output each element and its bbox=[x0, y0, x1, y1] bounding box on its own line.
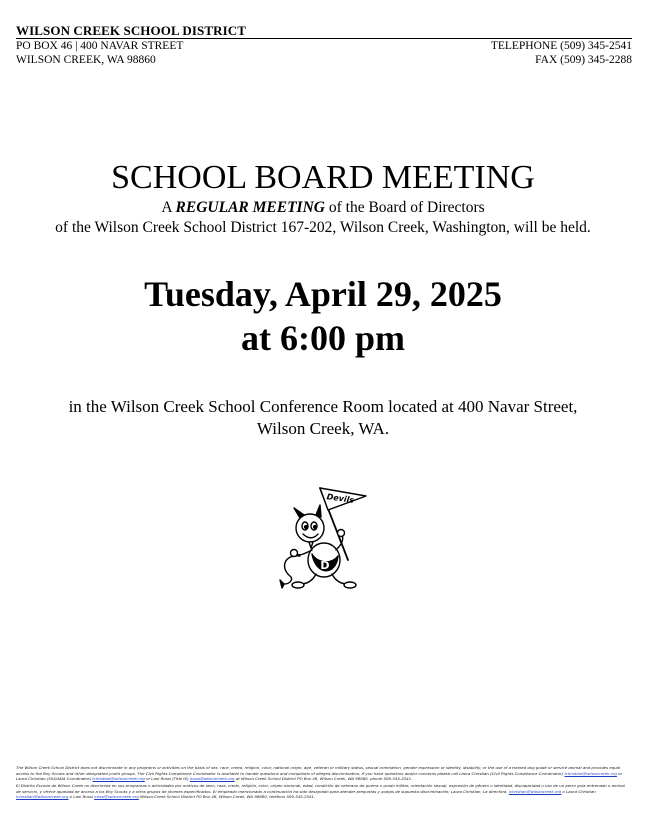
address-row-1 bbox=[16, 39, 632, 53]
intro-prefix: A bbox=[161, 199, 176, 216]
meeting-type: REGULAR MEETING bbox=[175, 199, 325, 216]
meeting-time: at 6:00 pm bbox=[241, 318, 405, 358]
district-name: WILSON CREEK SCHOOL DISTRICT bbox=[16, 23, 632, 39]
english-text-mid: or Laura Christian (504/ADA Coordinator) bbox=[16, 770, 623, 782]
devil-mascot-icon bbox=[270, 484, 380, 594]
intro-suffix: of the Board of Directors bbox=[324, 199, 485, 216]
pennant-text: Devils bbox=[326, 492, 355, 505]
meeting-location-line-1: in the Wilson Creek School Conference Room located at 400 Navar Street, bbox=[68, 397, 578, 416]
spanish-text-mid: o Laura Christian bbox=[561, 788, 596, 794]
meeting-intro-line-2: of the Wilson Creek School District 167-202, Wilson Creek, Washington, will be held. bbox=[55, 219, 591, 236]
address-line-2: WILSON CREEK, WA 98860 bbox=[16, 54, 156, 66]
email-link-4[interactable]: lchristian@wilsoncreek.org bbox=[508, 788, 562, 794]
meeting-date: Tuesday, April 29, 2025 bbox=[144, 274, 502, 314]
address-line-1: PO BOX 46 | 400 NAVAR STREET bbox=[16, 40, 184, 52]
english-text: The Wilson Creek School District does not discriminate in any programs or activities on the basis of sex, race, creed, religion, color, national origin, age, veteran or military status, sexual orientation, gender expression or identity, disability, or the use of a trained dog guide or service animal and provides equal access to the Boy Scouts and other designated youth groups. The Civil Rights Compliance Coordinator is available to handle questions and complaints of alleged discrimination. If you have questions and/or concerns please call Laura Christian (Civil Rights Compliance Coordinator) bbox=[16, 765, 621, 776]
telephone: TELEPHONE (509) 345-2541 bbox=[490, 40, 632, 52]
nondiscrimination-statement bbox=[16, 765, 630, 802]
meeting-location-line-2: Wilson Creek, WA. bbox=[256, 419, 390, 438]
email-link-1[interactable]: lchristian@wilsoncreek.org bbox=[564, 770, 617, 776]
shirt-letter: D bbox=[320, 559, 330, 572]
letterhead bbox=[16, 23, 632, 67]
english-text-mid-2: or Lani Rossi (Title IX) bbox=[144, 776, 189, 782]
nondiscrimination-spanish bbox=[16, 783, 630, 800]
email-link-6[interactable]: lrossi@wilsoncreek.org bbox=[94, 794, 139, 800]
nondiscrimination-english bbox=[16, 765, 630, 782]
meeting-title: SCHOOL BOARD MEETING bbox=[111, 159, 535, 196]
spanish-text: El Distrito Escolar de Wilson Creek no discrimina en sus programas o actividades por motivos de sexo, raza, credo, religión, color, origen nacional, edad, condición de veterano de guerra o grado militar, orientación sexual, expresión de género o identidad, discapacidad o uso de un perro guía entrenado o animal de servicio, y ofrece igualdad de acceso a los Boy Scouts y a otros grupos de jóvenes especificados. El empleado mencionado a continuación ha sido designado para atender preguntas y quejas de supuesta discriminación: Laura Christian, La directora, bbox=[16, 783, 625, 794]
meeting-intro bbox=[0, 198, 646, 217]
email-link-3[interactable]: lrossi@wilsoncreek.org bbox=[189, 776, 235, 782]
english-text-end: at Wilson Creek School District PO Box 46, Wilson Creek, WA 98860, phone 509-345-2541. bbox=[234, 776, 413, 782]
fax: FAX (509) 345-2288 bbox=[535, 54, 632, 66]
address-row-2 bbox=[16, 53, 632, 67]
email-link-2[interactable]: lchristian@wilsoncreek.org bbox=[92, 776, 145, 782]
email-link-5[interactable]: lchristian@wilsoncreek.org bbox=[16, 794, 69, 800]
spanish-text-mid-2: o Lani Rossi bbox=[68, 794, 93, 800]
spanish-text-end: Wilson Creek School District PO Box 46, Wilson Creek, WA 98860, teléfono 509-345-2541. bbox=[138, 794, 316, 800]
